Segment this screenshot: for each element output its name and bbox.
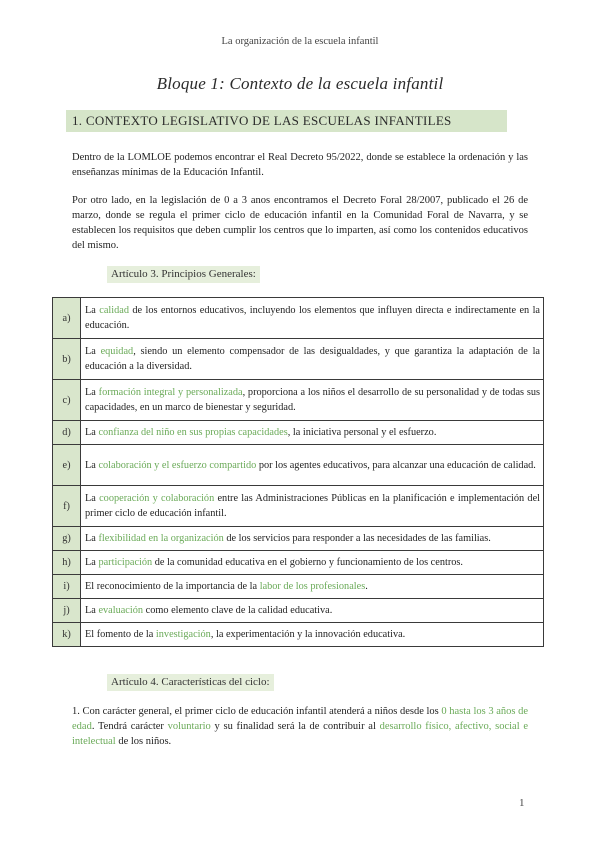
principle-row bbox=[53, 575, 544, 599]
text-segment: La bbox=[85, 605, 99, 616]
text-segment: , la experimentación y la innovación educativa. bbox=[210, 629, 406, 640]
principle-text bbox=[81, 339, 544, 380]
text-segment: La bbox=[85, 533, 99, 544]
text-segment: y su finalidad será la de contribuir al bbox=[210, 721, 380, 732]
principle-highlight: calidad bbox=[99, 305, 129, 316]
principle-row bbox=[53, 486, 544, 527]
principle-highlight: labor de los profesionales bbox=[259, 581, 366, 592]
principle-highlight: equidad bbox=[100, 346, 134, 357]
principle-row bbox=[53, 551, 544, 575]
principle-row bbox=[53, 599, 544, 623]
principle-highlight: confianza del niño en sus propias capacidades bbox=[98, 427, 288, 438]
text-segment: , siendo un elemento compensador de las desigualdades, y que garantiza la adaptación de la educación a la diversidad. bbox=[85, 346, 540, 372]
principle-letter: g) bbox=[53, 527, 81, 551]
text-segment: , la iniciativa personal y el esfuerzo. bbox=[287, 427, 437, 438]
text-segment: La bbox=[85, 387, 99, 398]
principle-letter: i) bbox=[53, 575, 81, 599]
block-title: Bloque 1: Contexto de la escuela infantil bbox=[156, 74, 444, 93]
text-segment: , proporciona a los niños el desarrollo de su personalidad y de todas sus capacidades, en un marco de bienestar y seguridad. bbox=[85, 387, 540, 413]
text-segment: . bbox=[365, 581, 368, 592]
principles-table bbox=[52, 297, 544, 647]
principle-text bbox=[81, 421, 544, 445]
principle-text bbox=[81, 527, 544, 551]
highlight-age-range: 0 hasta los 3 años de edad bbox=[72, 706, 529, 732]
highlight-development: desarrollo físico, afectivo, social e intelectual bbox=[72, 721, 529, 747]
principle-letter: k) bbox=[53, 623, 81, 647]
principle-text bbox=[81, 599, 544, 623]
text-segment: de los entornos educativos, incluyendo los elementos que influyen directa e indirectamente en la educación. bbox=[85, 305, 540, 331]
text-segment: de los servicios para responder a las necesidades de las familias. bbox=[223, 533, 491, 544]
principle-row bbox=[53, 445, 544, 486]
section-heading: 1. CONTEXTO LEGISLATIVO DE LAS ESCUELAS INFANTILES bbox=[66, 110, 507, 132]
article-4-heading: Artículo 4. Características del ciclo: bbox=[107, 674, 274, 691]
principle-letter: d) bbox=[53, 421, 81, 445]
text-segment: La bbox=[85, 427, 99, 438]
principle-highlight: investigación bbox=[155, 629, 211, 640]
principle-letter: c) bbox=[53, 380, 81, 421]
principle-letter: j) bbox=[53, 599, 81, 623]
principle-highlight: flexibilidad en la organización bbox=[98, 533, 224, 544]
running-header: La organización de la escuela infantil bbox=[221, 36, 379, 47]
text-segment: La bbox=[85, 493, 100, 504]
principle-text bbox=[81, 380, 544, 421]
principle-text bbox=[81, 298, 544, 339]
text-segment: El reconocimiento de la importancia de la bbox=[85, 581, 260, 592]
principle-text bbox=[81, 486, 544, 527]
article-4-paragraph bbox=[72, 704, 528, 749]
text-segment: El fomento de la bbox=[85, 629, 156, 640]
principle-text bbox=[81, 445, 544, 486]
principle-highlight: participación bbox=[98, 557, 153, 568]
intro-paragraph: Dentro de la LOMLOE podemos encontrar el Real Decreto 95/2022, donde se establece la ordenación y las enseñanzas mínimas de la Educación Infantil. bbox=[72, 152, 528, 178]
principle-text bbox=[81, 575, 544, 599]
principle-row bbox=[53, 623, 544, 647]
principle-row bbox=[53, 339, 544, 380]
principle-row bbox=[53, 421, 544, 445]
principle-letter: b) bbox=[53, 339, 81, 380]
principle-highlight: formación integral y personalizada bbox=[98, 387, 243, 398]
text-segment: La bbox=[85, 459, 99, 471]
principle-letter: h) bbox=[53, 551, 81, 575]
text-segment: de la comunidad educativa en el gobierno y funcionamiento de los centros. bbox=[152, 557, 463, 568]
principle-letter: a) bbox=[53, 298, 81, 339]
text-segment: entre las Administraciones Públicas en la planificación e implementación del primer ciclo de educación infantil. bbox=[85, 493, 540, 519]
principle-highlight: evaluación bbox=[98, 605, 144, 616]
highlight-voluntary: voluntario bbox=[167, 721, 211, 732]
text-segment: . Tendrá carácter bbox=[91, 721, 168, 732]
text-segment: La bbox=[85, 346, 101, 357]
principle-letter: e) bbox=[53, 445, 81, 486]
page-number: 1 bbox=[519, 797, 525, 809]
text-segment: como elemento clave de la calidad educativa. bbox=[143, 605, 333, 616]
principle-highlight: colaboración y el esfuerzo compartido bbox=[98, 459, 257, 471]
principle-text bbox=[81, 623, 544, 647]
text-segment: La bbox=[85, 305, 100, 316]
principle-highlight: cooperación y colaboración bbox=[99, 493, 215, 504]
text-segment: 1. Con carácter general, el primer ciclo de educación infantil atenderá a niños desde los bbox=[72, 706, 442, 717]
text-segment: La bbox=[85, 557, 99, 568]
principle-row bbox=[53, 527, 544, 551]
principle-row bbox=[53, 380, 544, 421]
text-segment: por los agentes educativos, para alcanzar una educación de calidad. bbox=[256, 459, 536, 471]
principle-row bbox=[53, 298, 544, 339]
text-segment: de los niños. bbox=[115, 736, 172, 747]
principle-text bbox=[81, 551, 544, 575]
legislation-paragraph: Por otro lado, en la legislación de 0 a 3 anos encontramos el Decreto Foral 28/2007, publicado el 26 de marzo, donde se regula el primer ciclo de educación infantil en la Comunidad Foral de Navarra, y se establecen los requisitos que deben cumplir los centros que lo imparten, así como los contenidos educativos del mismo. bbox=[72, 195, 528, 251]
article-3-heading: Artículo 3. Principios Generales: bbox=[107, 266, 260, 283]
principle-letter: f) bbox=[53, 486, 81, 527]
